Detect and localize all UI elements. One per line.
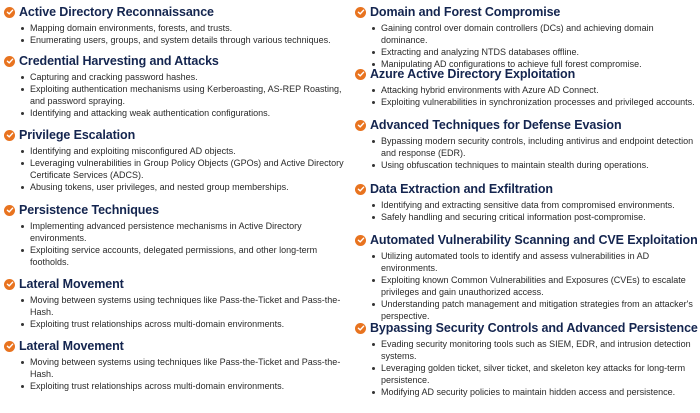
bullet-list: [4, 294, 344, 330]
bullet-list: [355, 22, 695, 70]
list-item: Exploiting trust relationships across multi-domain environments.: [18, 380, 344, 392]
left-section-5-lateral-movement: [4, 276, 344, 330]
bullet-list: [4, 22, 344, 46]
check-circle-icon: [355, 69, 366, 80]
section-title: Data Extraction and Exfiltration: [370, 182, 553, 196]
section-heading: [355, 4, 695, 20]
list-item: Enumerating users, groups, and system details through various techniques.: [18, 34, 344, 46]
section-heading: [4, 4, 344, 20]
right-section-6-bypassing-security-controls-and-advanced-persistence: [355, 320, 698, 398]
left-section-2-credential-harvesting-and-attacks: [4, 53, 344, 119]
section-title: Azure Active Directory Exploitation: [370, 67, 576, 81]
left-section-6-lateral-movement: [4, 338, 344, 392]
check-circle-icon: [4, 56, 15, 67]
check-circle-icon: [355, 235, 366, 246]
right-section-4-data-extraction-and-exfiltration: [355, 181, 695, 223]
list-item: Exploiting trust relationships across multi-domain environments.: [18, 318, 344, 330]
list-item: Leveraging vulnerabilities in Group Policy Objects (GPOs) and Active Directory Certificate Services (ADCS).: [18, 157, 344, 181]
list-item: Identifying and attacking weak authentication configurations.: [18, 107, 344, 119]
check-circle-icon: [355, 7, 366, 18]
check-circle-icon: [4, 7, 15, 18]
check-circle-icon: [355, 184, 366, 195]
check-circle-icon: [4, 205, 15, 216]
section-heading: [4, 276, 344, 292]
list-item: Using obfuscation techniques to maintain stealth during operations.: [369, 159, 695, 171]
list-item: Bypassing modern security controls, including antivirus and endpoint detection and response (EDR).: [369, 135, 695, 159]
section-heading: [4, 53, 344, 69]
section-title: Lateral Movement: [19, 277, 124, 291]
bullet-list: [355, 84, 695, 108]
list-item: Evading security monitoring tools such as SIEM, EDR, and intrusion detection systems.: [369, 338, 695, 362]
section-title: Privilege Escalation: [19, 128, 136, 142]
list-item: Capturing and cracking password hashes.: [18, 71, 344, 83]
list-item: Safely handling and securing critical information post-compromise.: [369, 211, 695, 223]
right-section-5-automated-vulnerability-scanning-and-cve-exploitation: [355, 232, 698, 322]
section-title: Automated Vulnerability Scanning and CVE Exploitation: [370, 233, 698, 247]
list-item: Exploiting authentication mechanisms using Kerberoasting, AS-REP Roasting, and password spraying.: [18, 83, 344, 107]
bullet-list: [4, 356, 344, 392]
section-heading: [355, 66, 695, 82]
right-section-1-domain-and-forest-compromise: [355, 4, 695, 70]
list-item: Mapping domain environments, forests, and trusts.: [18, 22, 344, 34]
list-item: Moving between systems using techniques like Pass-the-Ticket and Pass-the-Hash.: [18, 356, 344, 380]
list-item: Exploiting service accounts, delegated permissions, and other long-term footholds.: [18, 244, 344, 268]
section-title: Domain and Forest Compromise: [370, 5, 561, 19]
section-heading: [355, 117, 695, 133]
section-title: Bypassing Security Controls and Advanced Persistence: [370, 321, 698, 335]
list-item: Implementing advanced persistence mechanisms in Active Directory environments.: [18, 220, 344, 244]
list-item: Extracting and analyzing NTDS databases offline.: [369, 46, 695, 58]
right-section-2-azure-active-directory-exploitation: [355, 66, 695, 108]
bullet-list: [355, 338, 695, 398]
bullet-list: [355, 250, 695, 322]
bullet-list: [4, 145, 344, 193]
section-heading: [4, 202, 344, 218]
section-title: Advanced Techniques for Defense Evasion: [370, 118, 622, 132]
section-heading: [4, 338, 344, 354]
section-heading: [355, 320, 698, 336]
list-item: Moving between systems using techniques like Pass-the-Ticket and Pass-the-Hash.: [18, 294, 344, 318]
section-title: Lateral Movement: [19, 339, 124, 353]
left-section-1-active-directory-reconnaissance: [4, 4, 344, 46]
check-circle-icon: [355, 323, 366, 334]
bullet-list: [355, 199, 695, 223]
left-section-4-persistence-techniques: [4, 202, 344, 268]
list-item: Exploiting known Common Vulnerabilities and Exposures (CVEs) to escalate privileges and gain unauthorized access.: [369, 274, 695, 298]
right-section-3-advanced-techniques-for-defense-evasion: [355, 117, 695, 171]
list-item: Identifying and extracting sensitive data from compromised environments.: [369, 199, 695, 211]
section-title: Credential Harvesting and Attacks: [19, 54, 219, 68]
check-circle-icon: [4, 130, 15, 141]
list-item: Utilizing automated tools to identify and assess vulnerabilities in AD environments.: [369, 250, 695, 274]
check-circle-icon: [355, 120, 366, 131]
bullet-list: [355, 135, 695, 171]
list-item: Attacking hybrid environments with Azure AD Connect.: [369, 84, 695, 96]
section-title: Active Directory Reconnaissance: [19, 5, 214, 19]
section-heading: [355, 232, 698, 248]
bullet-list: [4, 71, 344, 119]
list-item: Understanding patch management and mitigation strategies from an attacker's perspective.: [369, 298, 695, 322]
check-circle-icon: [4, 341, 15, 352]
list-item: Exploiting vulnerabilities in synchronization processes and privileged accounts.: [369, 96, 695, 108]
list-item: Gaining control over domain controllers (DCs) and achieving domain dominance.: [369, 22, 695, 46]
list-item: Manipulating AD configurations to achieve full forest compromise.: [369, 58, 695, 70]
section-heading: [355, 181, 695, 197]
list-item: Leveraging golden ticket, silver ticket, and skeleton key attacks for long-term persistence.: [369, 362, 695, 386]
left-section-3-privilege-escalation: [4, 127, 344, 193]
section-heading: [4, 127, 344, 143]
list-item: Modifying AD security policies to maintain hidden access and persistence.: [369, 386, 695, 398]
list-item: Abusing tokens, user privileges, and nested group memberships.: [18, 181, 344, 193]
bullet-list: [4, 220, 344, 268]
check-circle-icon: [4, 279, 15, 290]
list-item: Identifying and exploiting misconfigured AD objects.: [18, 145, 344, 157]
section-title: Persistence Techniques: [19, 203, 159, 217]
